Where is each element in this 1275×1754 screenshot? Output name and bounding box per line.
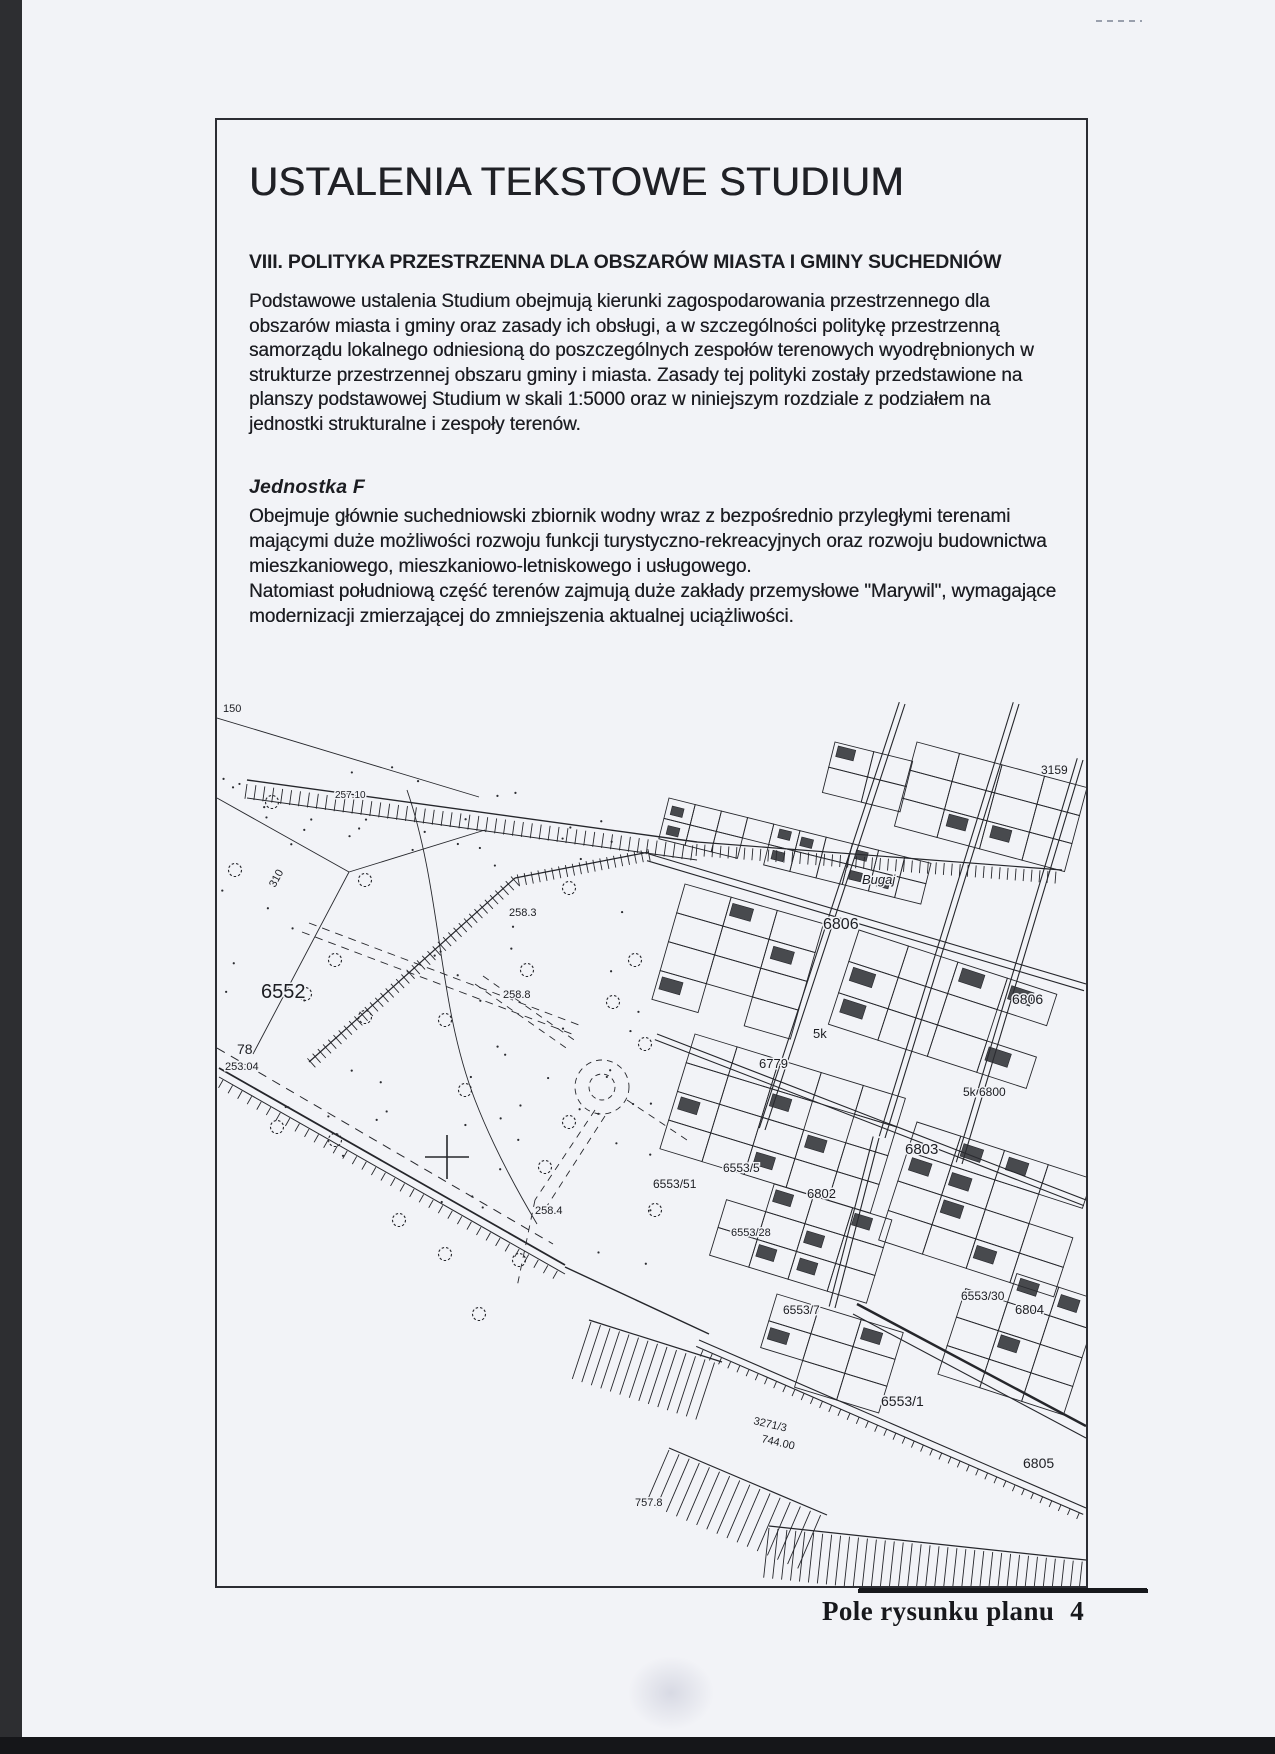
map-label: 6804 [1015, 1302, 1044, 1317]
map-label: 3159 [1041, 763, 1068, 777]
map-label: 5k 6800 [963, 1085, 1006, 1099]
caption-rule [858, 1589, 1148, 1593]
plan-map [217, 702, 1086, 1586]
map-label: 5k [813, 1026, 827, 1041]
map-label: 6553/28 [731, 1227, 771, 1239]
map-label: 6806 [823, 916, 859, 933]
caption-text [822, 1596, 1162, 1627]
map-label: 258.4 [535, 1205, 563, 1217]
map-label: 6553/5 [723, 1161, 760, 1175]
map-label: 6806 [1012, 991, 1044, 1007]
paragraph-unit-f-part1: Obejmuje głównie suchedniowski zbiornik wodny wraz z bezpośrednio przyległymi terenami mającymi duże możliwości rozwoju funkcji turystyczno-rekreacyjnych oraz rozwoju budownictwa mieszkaniowego, mieszkaniowo-letniskowego i usługowego. [249, 506, 1047, 577]
map-label: 6553/7 [783, 1303, 820, 1317]
paragraph-unit-f-part2: Natomiast południową część terenów zajmują duże zakłady przemysłowe "Marywil", wymagające modernizacji zmierzającej do zmniejszenia aktualnej uciążliwości. [249, 581, 1057, 627]
map-label: 6802 [807, 1186, 836, 1201]
map-label: 257.10 [335, 790, 366, 801]
plan-map-detail [217, 702, 1086, 1586]
map-label: 6779 [759, 1056, 788, 1071]
paragraph-unit-f [249, 504, 1069, 629]
map-caption [822, 1589, 1162, 1627]
map-label: 150 [223, 703, 242, 715]
map-label: 757.8 [635, 1497, 663, 1509]
map-label: Bugaj [862, 872, 896, 887]
caption-label: Pole rysunku planu [822, 1596, 1055, 1626]
map-label: 3271/3 [752, 1415, 788, 1435]
paragraph-intro: Podstawowe ustalenia Studium obejmują kierunki zagospodarowania przestrzennego dla obszarów miasta i gminy oraz zasady ich obsługi, a w szczególności politykę przestrzenną samorządu lokalnego odniesioną do poszczególnych zespołów terenowych wyodrębnionych w strukturze przestrzennej obszaru gminy i miasta. Zasady tej polityki zostały przedstawione na planszy podstawowej Studium w skali 1:5000 oraz w niniejszym rozdziale z podziałem na jednostki strukturalne i zespoły terenów. [249, 291, 1034, 435]
map-label: 78 [237, 1041, 253, 1057]
map-label: 6552 [261, 981, 306, 1003]
map-label: 6803 [905, 1141, 939, 1158]
map-label: 253.04 [225, 1061, 259, 1073]
plan-map-area [217, 702, 1086, 1586]
scan-edge-left [0, 0, 22, 1754]
map-label: 6553/30 [961, 1289, 1005, 1303]
caption-number: 4 [1070, 1596, 1085, 1626]
map-label: 6553/1 [881, 1393, 924, 1409]
scan-artifact-dashes [1096, 20, 1142, 22]
scan-edge-bottom [0, 1737, 1275, 1754]
section-heading: VIII. POLITYKA PRZESTRZENNA DLA OBSZARÓW MIASTA I GMINY SUCHEDNIÓW [249, 251, 1002, 273]
map-label: 310 [267, 867, 287, 890]
subsection-heading: Jednostka F [249, 476, 365, 498]
document-frame [215, 118, 1088, 1588]
map-label: 258.8 [503, 989, 531, 1001]
map-label: 744.00 [760, 1433, 796, 1453]
map-label: 6805 [1023, 1455, 1055, 1471]
page-title: USTALENIA TEKSTOWE STUDIUM [249, 160, 904, 204]
map-label: 258.3 [509, 907, 537, 919]
map-label: 6553/51 [653, 1177, 697, 1191]
scan-artifact-smudge [628, 1656, 714, 1730]
